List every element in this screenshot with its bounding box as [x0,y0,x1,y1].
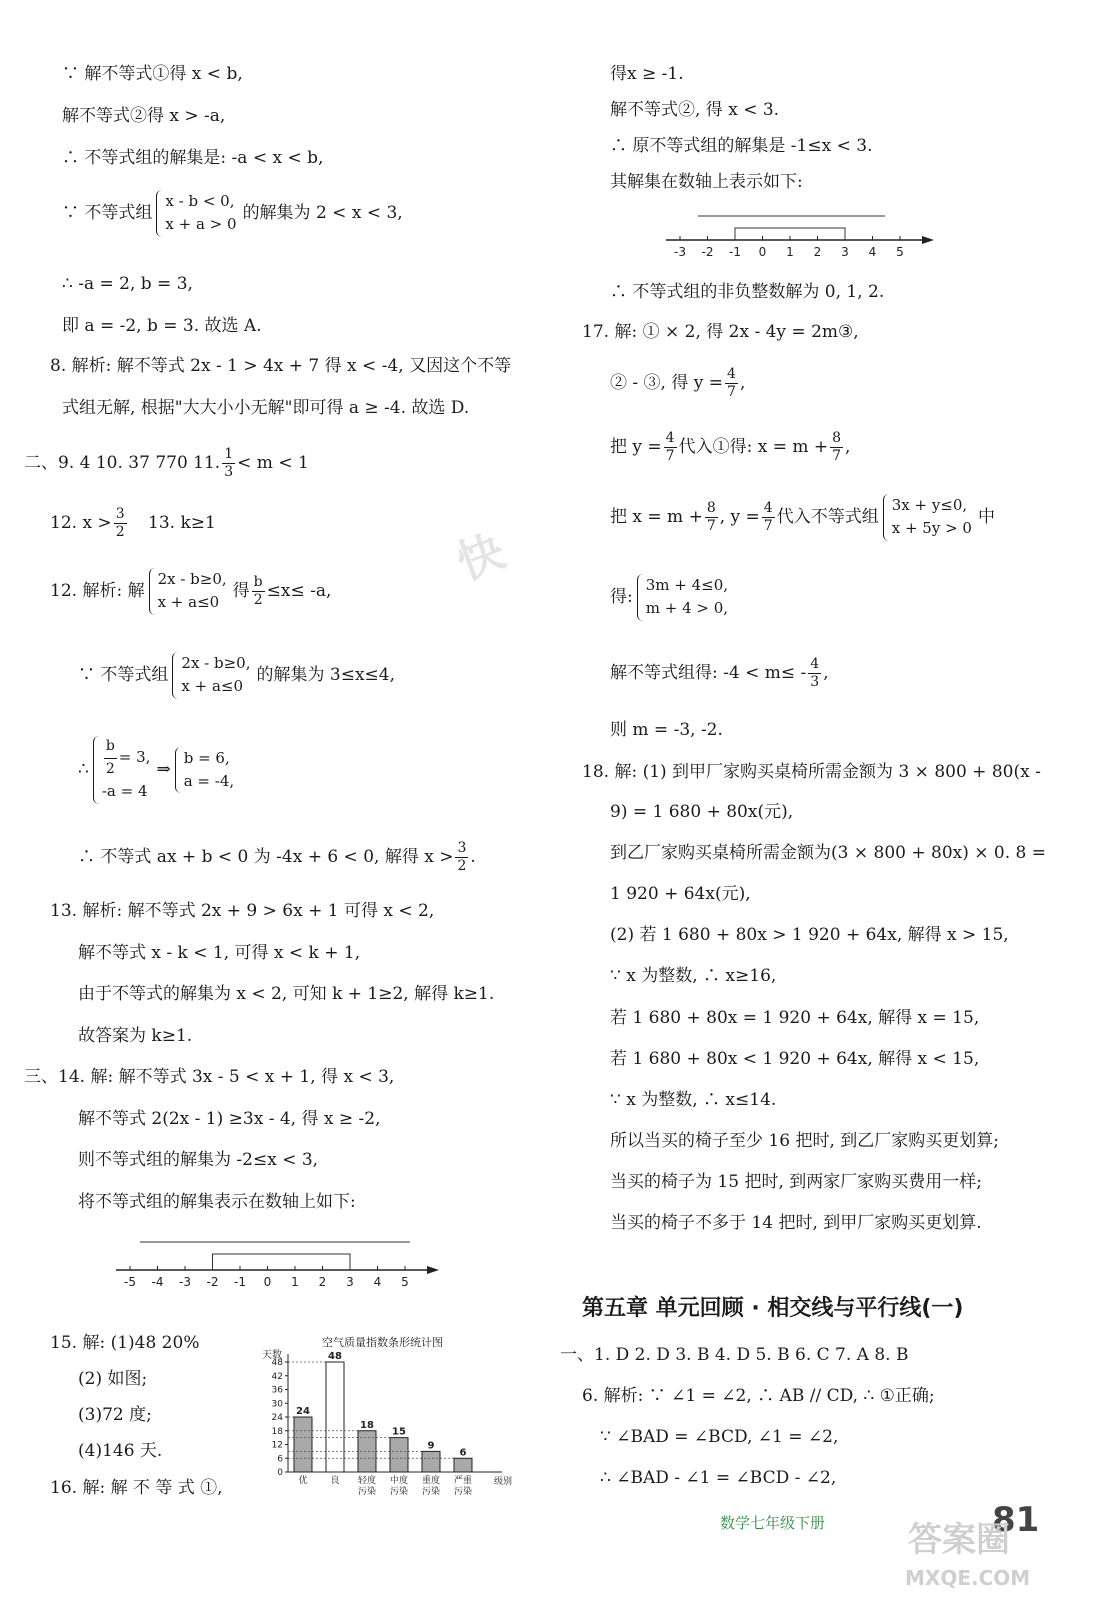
den: 7 [832,447,842,464]
text-line: 一、1. D 2. D 3. B 4. D 5. B 6. C 7. A 8. B [560,1345,909,1365]
text: 13. k≥1 [148,512,216,533]
tick-label: 5 [896,245,904,259]
num: 4 [665,430,675,446]
text-line: 解不等式 x - k < 1, 可得 x < k + 1, [78,943,361,963]
answer-line [24,446,309,481]
text: ∵ 不等式组 [62,202,153,223]
text: ② - ③, 得 y = [610,372,724,393]
text-line: 得x ≥ -1. [610,64,684,84]
system-line [78,652,395,699]
tick-label: -2 [206,1275,219,1289]
category-label: 污染 [357,1487,377,1497]
text: < m < 1 [237,452,309,473]
system-line [78,736,240,804]
text-line: 6. 解析: ∵ ∠1 = ∠2, ∴ AB // CD, ∴ ①正确; [582,1386,935,1406]
tick-label: 1 [786,245,794,259]
tick-label: -1 [729,245,741,259]
text-line: 式组无解, 根据"大大小小无解"即可得 a ≥ -4. 故选 D. [62,398,470,418]
category-label: 污染 [453,1487,473,1497]
chart-title: 空气质量指数条形统计图 [322,1336,443,1349]
eq: x - b < 0, [165,192,235,210]
category-label: 污染 [421,1487,441,1497]
number-line [100,1220,445,1290]
den: 2 [457,857,467,874]
text-line: 其解集在数轴上表示如下: [610,172,803,192]
answer-line: 解不等式组得: -4 < m≤ - $\frac{4}{3}$ , [610,656,829,690]
text-line: (4)146 天. [78,1441,163,1461]
text-line: 当买的椅子为 15 把时, 到两家厂家购买费用一样; [610,1172,982,1192]
bar [390,1438,408,1472]
tick-label: -3 [674,245,686,259]
text-line: (2) 若 1 680 + 80x > 1 920 + 64x, 解得 x > 15, [610,925,1009,945]
system-line [62,190,403,237]
text-line: ∴ -a = 2, b = 3, [62,274,193,294]
text-line: 15. 解: (1)48 20% [50,1333,200,1353]
text: 得: [610,586,633,607]
den: 7 [665,447,675,464]
tick-label: 2 [813,245,822,259]
text: 得 [232,580,250,601]
category-label: 轻度 [357,1476,377,1486]
inequality-system [156,190,238,237]
den: 2 [105,760,115,777]
text: ≤x≤ -a, [266,580,332,601]
y-tick-label: 0 [277,1468,283,1478]
text-line: 解不等式②, 得 x < 3. [610,100,780,120]
y-tick-label: 36 [271,1385,283,1396]
num: 4 [727,366,736,382]
num: b [104,736,117,759]
data-label: 15 [392,1426,406,1438]
fraction [104,736,117,780]
text: 中 [977,506,995,527]
chapter-heading: 第五章 单元回顾 · 相交线与平行线(一) [582,1296,964,1321]
den: 7 [763,517,773,534]
text-line: ∴ ∠BAD - ∠1 = ∠BCD - ∠2, [600,1468,837,1488]
text: ∴ 不等式 ax + b < 0 为 -4x + 6 < 0, 解得 x > [78,846,454,867]
category-label: 污染 [389,1487,409,1497]
category-label: 严重 [453,1476,473,1486]
text-line: 当买的椅子不多于 14 把时, 到甲厂家购买更划算. [610,1213,982,1233]
y-tick-label: 18 [271,1426,283,1437]
number-line [660,206,940,266]
x-axis-label: 级别 [494,1477,513,1487]
text: 的解集为 2 < x < 3, [242,202,403,223]
eq: b = 6, [183,748,230,767]
answer-line [50,506,216,541]
den: 3 [810,673,820,690]
eq: a = -4, [183,771,235,790]
inequality-system [149,568,229,615]
text: ∵ 不等式组 [78,664,169,685]
fraction [705,500,718,535]
fraction [222,446,235,481]
tick-label: 5 [401,1275,409,1289]
axis-arrow [922,236,934,244]
text-line: 则 m = -3, -2. [610,720,723,740]
arrow: ⇒ [156,759,171,780]
fraction [252,574,265,609]
tick-label: -4 [151,1275,164,1289]
book-title: 数学七年级下册 [720,1514,826,1532]
text-line: ∴ 不等式组的解集是: -a < x < b, [62,148,324,168]
data-label: 6 [459,1447,467,1459]
text-line: (2) 如图; [78,1369,148,1389]
y-tick-label: 6 [277,1454,283,1465]
text-line: 若 1 680 + 80x = 1 920 + 64x, 解得 x = 15, [610,1008,980,1028]
fraction [725,366,738,401]
watermark: 快 [449,523,512,591]
num: 3 [457,840,467,856]
den: 7 [706,517,716,534]
answer-line: 把 y = $\frac{4}{7}$ 代入①得: x = m + $\frac{8}{7}$ , [610,430,851,464]
eq: x + a≤0 [181,677,244,696]
text-line: ∵ 解不等式①得 x < b, [62,64,243,84]
eq: x + 5y > 0 [891,519,972,538]
category-label: 重度 [421,1476,441,1486]
den: 3 [224,463,234,480]
text: 的解集为 3≤x≤4, [256,664,396,685]
text-line: 13. 解析: 解不等式 2x + 9 > 6x + 1 可得 x < 2, [50,901,435,921]
num: 8 [706,499,716,516]
system-line [50,568,331,615]
watermark: MXQE.COM [905,1566,1031,1590]
bar-chart [262,1346,522,1504]
eq: 2x - b≥0, [181,654,251,672]
fraction [808,656,821,691]
text-line: 三、14. 解: 解不等式 3x - 5 < x + 1, 得 x < 3, [24,1067,395,1087]
tick-label: 4 [373,1275,382,1289]
data-label: 48 [328,1351,342,1362]
text: 代入不等式组 [776,506,879,527]
equation-system [93,736,153,804]
text: 12. 解析: 解 [50,580,145,601]
text: 12. x > [50,512,112,533]
tick-label: 3 [841,245,849,259]
text-line: 即 a = -2, b = 3. 故选 A. [62,316,262,336]
watermark: 答案圈 [908,1520,1010,1560]
eq [102,736,151,780]
eq: 2x - b≥0, [157,570,227,588]
text-line: 18. 解: (1) 到甲厂家购买桌椅所需金额为 3 × 800 + 80(x - [582,762,1041,782]
text: 代入①得: x = m + [678,436,829,457]
text-line: 若 1 680 + 80x < 1 920 + 64x, 解得 x < 15, [610,1049,980,1069]
tick-label: 2 [318,1275,327,1289]
text-line: 1 920 + 64x(元), [610,884,751,904]
text-line: ∴ 原不等式组的解集是 -1≤x < 3. [610,136,873,156]
eq: m + 4 > 0, [645,599,729,618]
eq: 3m + 4≤0, [645,576,729,594]
y-tick-label: 42 [271,1371,283,1382]
text: 把 y = [610,436,662,457]
inequality-system [637,574,730,621]
eq: -a = 4 [101,782,148,801]
den: 2 [253,591,263,608]
category-label: 良 [330,1476,340,1486]
text-line: ∵ x 为整数, ∴ x≥16, [610,966,777,986]
tick-label: -3 [179,1275,191,1289]
y-tick-label: 48 [271,1358,283,1368]
text: 把 x = m + [610,506,703,527]
text-line: 9) = 1 680 + 80x(元), [610,802,794,822]
den: 2 [115,523,125,540]
tick-label: 3 [346,1275,354,1289]
text-line: 解不等式 2(2x - 1) ≥3x - 4, 得 x ≥ -2, [78,1109,381,1129]
y-tick-label: 24 [271,1413,283,1423]
bar [294,1417,312,1472]
text: , y = [719,506,760,527]
fraction [114,506,127,541]
text-line: 所以当买的椅子至少 16 把时, 到乙厂家购买更划算; [610,1131,999,1151]
num: 8 [832,430,842,446]
tick-label: -1 [234,1275,246,1289]
fraction [830,430,843,465]
y-axis-label: 天数 [262,1350,282,1361]
fraction [664,430,677,465]
data-label: 24 [296,1406,310,1417]
text: = 3, [118,748,151,767]
text-line: ∵ x 为整数, ∴ x≤14. [610,1090,777,1110]
fraction [455,840,468,875]
num: 4 [810,656,820,672]
text-line: 8. 解析: 解不等式 2x - 1 > 4x + 7 得 x < -4, 又因这个不等 [50,356,512,376]
category-label: 优 [298,1476,308,1486]
text-line: 则不等式组的解集为 -2≤x < 3, [78,1150,319,1170]
tick-label: 0 [263,1275,272,1289]
system-line [610,494,995,541]
inequality-system [172,652,252,699]
num: 4 [763,499,773,516]
solution-bracket [213,1254,351,1270]
tick-label: 0 [758,245,767,259]
data-label: 9 [427,1440,435,1452]
fraction [762,500,775,535]
y-tick-label: 12 [271,1440,283,1451]
page-number: 81 [992,1500,1040,1540]
text: ∴ [78,759,89,780]
y-tick-label: 30 [271,1399,283,1410]
text: 二、9. 4 10. 37 770 11. [24,452,221,473]
tick-label: 4 [868,245,877,259]
tick-label: -5 [124,1275,136,1289]
eq: x + a≤0 [157,593,220,612]
text-line: 17. 解: ① × 2, 得 2x - 4y = 2m③, [582,322,859,342]
text-line: 由于不等式的解集为 x < 2, 可知 k + 1≥2, 解得 k≥1. [78,984,495,1004]
bar [326,1362,344,1472]
text-line: 16. 解: 解 不 等 式 ①, [50,1478,223,1498]
tick-label: -2 [701,245,714,259]
num: b [253,573,263,590]
text-line: 到乙厂家购买桌椅所需金额为(3 × 800 + 80x) × 0. 8 = [610,843,1046,863]
eq: 3x + y≤0, [891,496,968,514]
answer-line: ∴ 不等式 ax + b < 0 为 -4x + 6 < 0, 解得 x > $\frac{3}{2}$ . [78,840,476,874]
text-line: ∵ ∠BAD = ∠BCD, ∠1 = ∠2, [600,1427,839,1447]
category-label: 中度 [389,1476,409,1486]
text-line: (3)72 度; [78,1405,152,1425]
axis-arrow [427,1266,439,1274]
data-label: 18 [360,1419,374,1431]
answer-line: ② - ③, 得 y = $\frac{4}{7}$ , [610,366,746,400]
text-line: 将不等式组的解集表示在数轴上如下: [78,1192,356,1212]
num: 1 [224,446,234,462]
text: 解不等式组得: -4 < m≤ - [610,662,807,683]
inequality-system [883,494,974,541]
bar [422,1451,440,1472]
tick-label: 1 [291,1275,299,1289]
text-line: 故答案为 k≥1. [78,1026,193,1046]
den: 7 [727,383,736,400]
equation-system [175,747,236,794]
system-line [610,574,734,621]
text-line: ∴ 不等式组的非负整数解为 0, 1, 2. [610,282,885,302]
num: 3 [115,506,125,522]
text-line: 解不等式②得 x > -a, [62,106,226,126]
eq: x + a > 0 [165,215,237,234]
bar [454,1458,472,1472]
